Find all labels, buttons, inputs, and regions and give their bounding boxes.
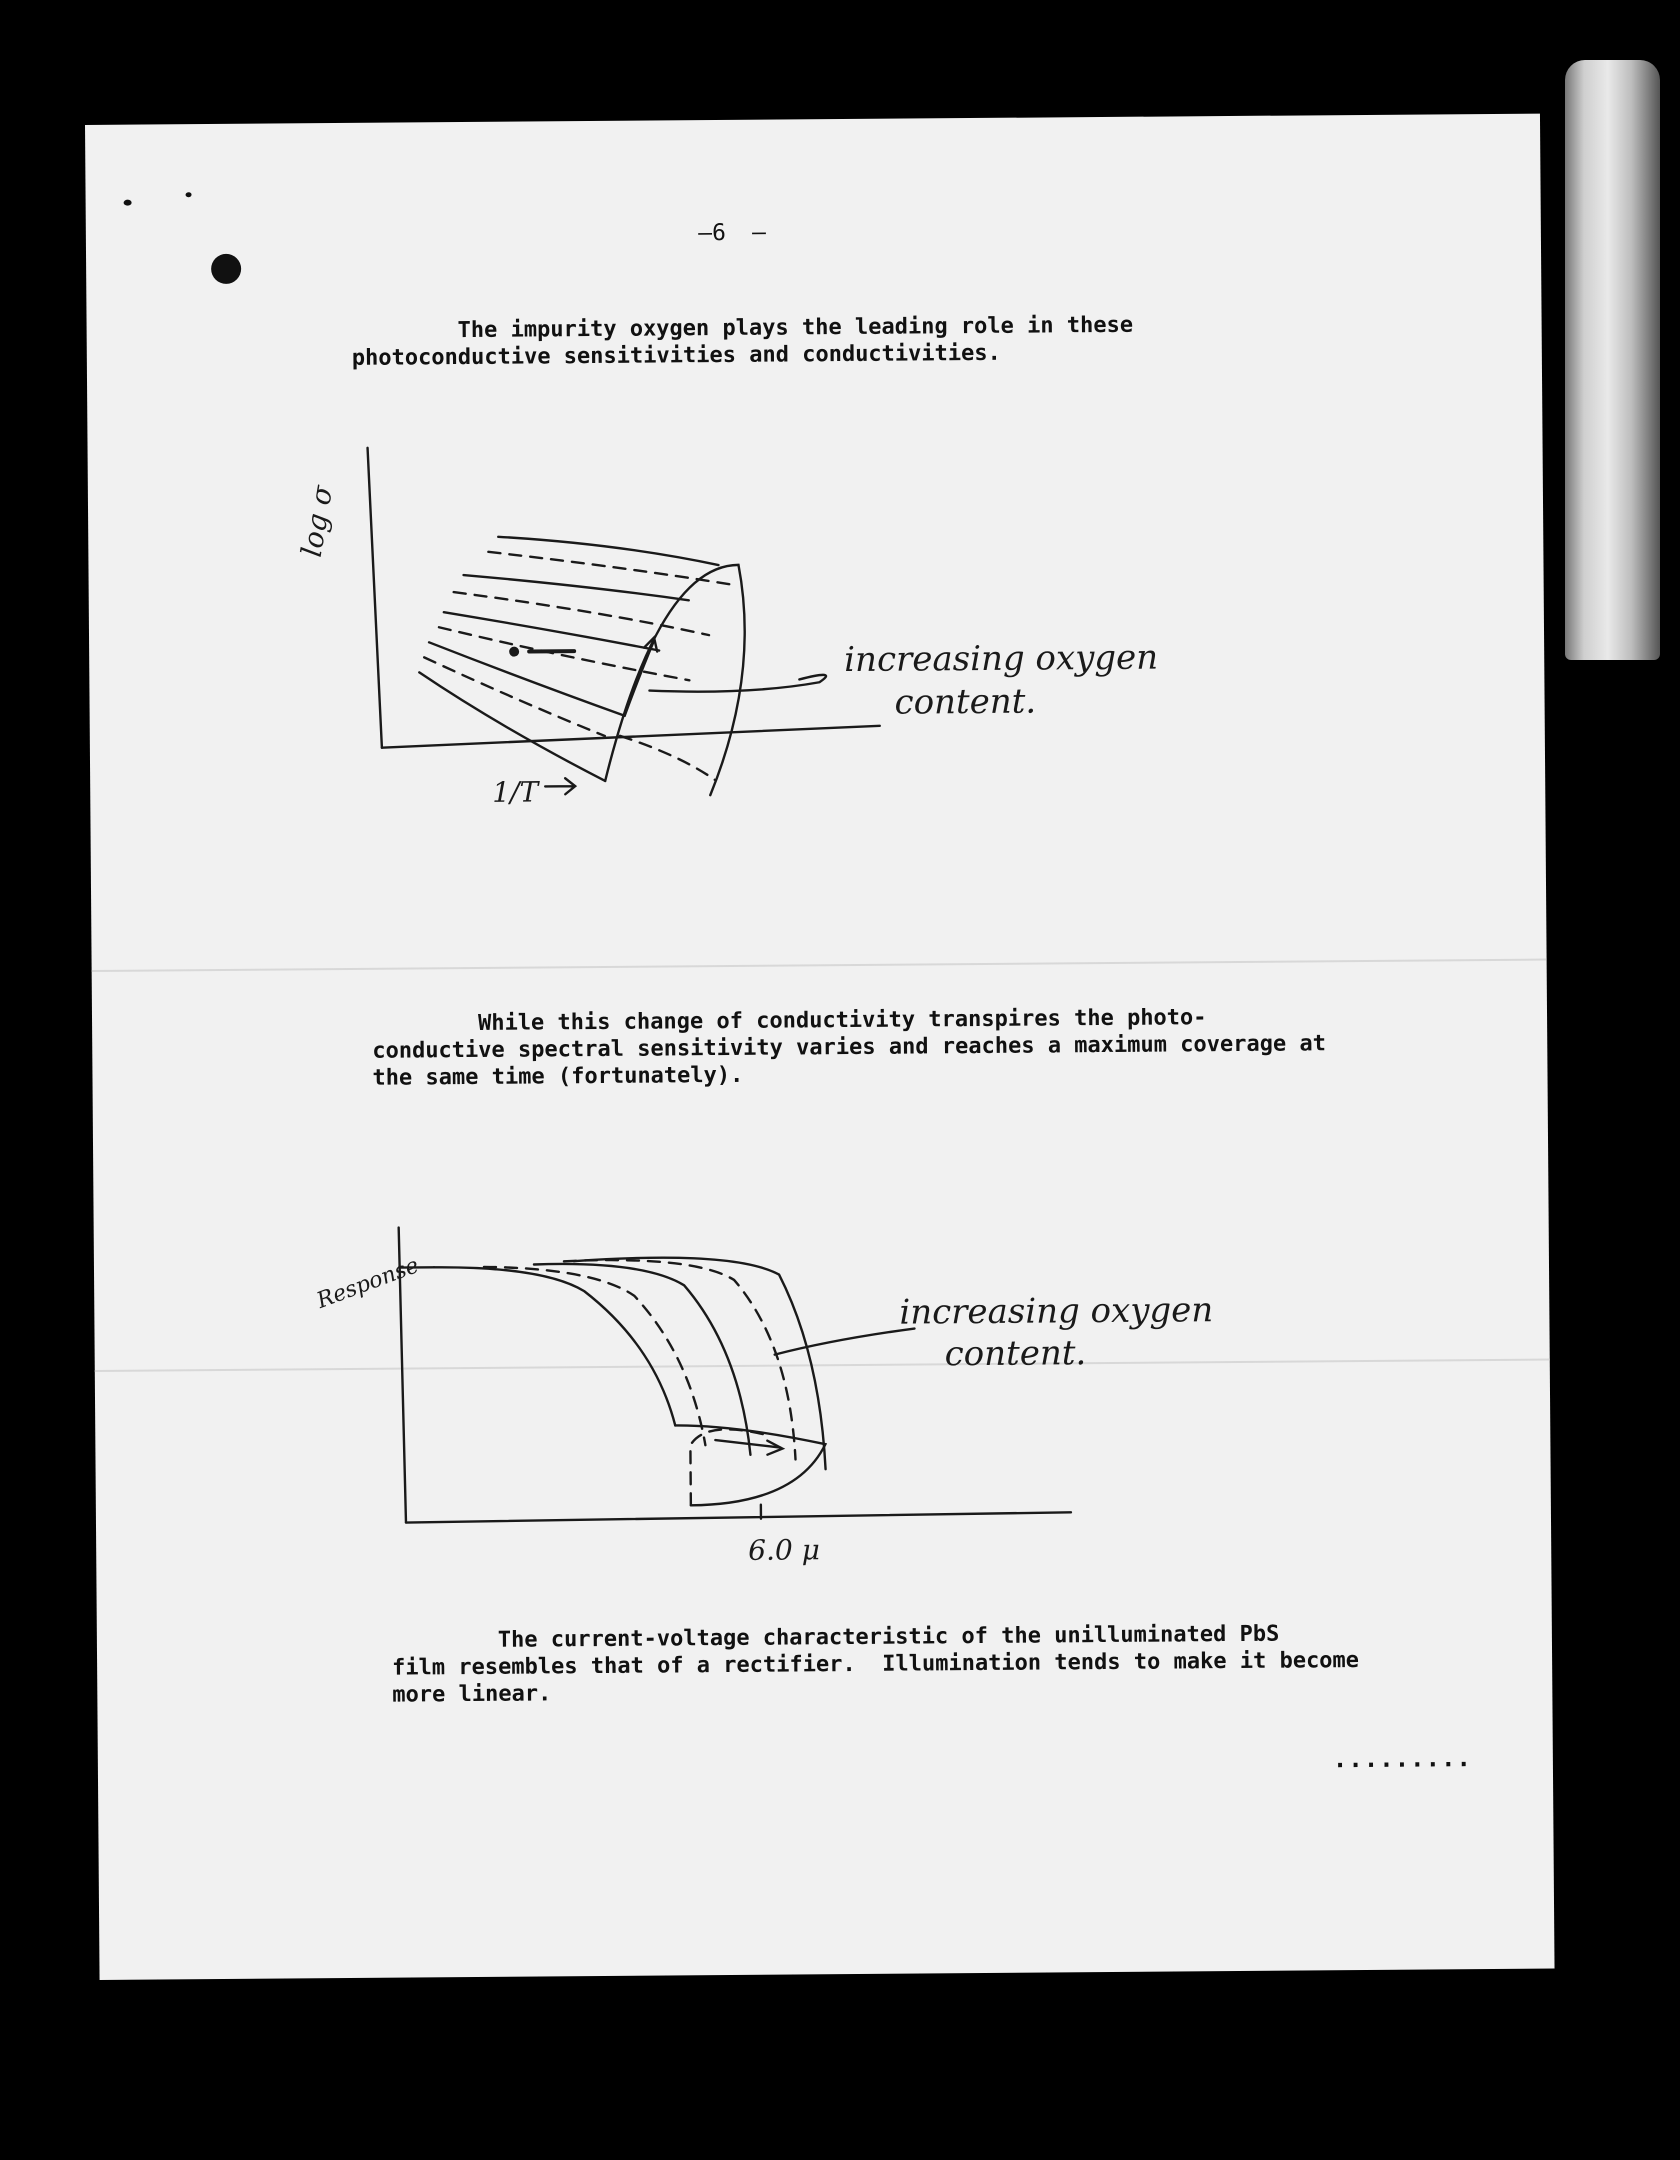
- ink-speck: [186, 192, 192, 197]
- data-dot: [509, 647, 519, 657]
- figure-conductivity-sketch: [227, 419, 1531, 949]
- envelope-arc-dashed: [620, 735, 715, 781]
- text-line: The current-voltage characteristic of the unilluminated PbS: [391, 1621, 1280, 1654]
- annotation-line2: content.: [944, 1333, 1087, 1375]
- arrow-oxygen: [624, 641, 655, 716]
- curve-solid: [434, 1265, 675, 1427]
- text-line: film resembles that of a rectifier. Illumination tends to make it become: [392, 1648, 1360, 1681]
- curve-solid: [444, 611, 659, 653]
- fold-line: [92, 959, 1547, 972]
- text-line: the same time (fortunately).: [372, 1062, 744, 1091]
- curve-solid: [429, 641, 625, 718]
- ink-speck: [124, 200, 132, 206]
- curve-dashed: [564, 1259, 796, 1462]
- x-direction-arrow: [545, 778, 575, 794]
- annotation-line1: increasing oxygen: [899, 1290, 1214, 1333]
- curve-dashed: [424, 656, 605, 737]
- text-line: photoconductive sensitivities and conductivities.: [351, 340, 1001, 371]
- ink-blot: [211, 254, 241, 284]
- y-axis-label: log σ: [294, 483, 340, 560]
- curve-solid: [498, 535, 718, 567]
- x-axis-label: 1/T: [492, 775, 539, 809]
- paragraph-current-voltage: [392, 1620, 1360, 1709]
- end-of-section-mark: .........: [1332, 1744, 1473, 1774]
- x-axis: [382, 726, 880, 748]
- paragraph-spectral-sensitivity: [372, 1003, 1326, 1091]
- text-line: conductive spectral sensitivity varies and reaches a maximum coverage at: [372, 1031, 1327, 1064]
- curve-solid: [574, 1256, 826, 1471]
- x-axis: [406, 1512, 1071, 1522]
- annotation-line2: content.: [894, 681, 1037, 723]
- x-tick-label: 6.0 μ: [748, 1533, 820, 1567]
- document-page: [85, 114, 1555, 1980]
- curve-dashed: [484, 1265, 705, 1447]
- film-edge-strip: [1565, 60, 1660, 660]
- text-line: The impurity oxygen plays the leading role in these: [351, 312, 1134, 344]
- text-line: more linear.: [392, 1681, 552, 1708]
- y-axis-label: Response: [313, 1253, 423, 1314]
- page-number: –6 –: [698, 219, 766, 247]
- leader-line: [774, 1329, 914, 1355]
- paragraph-oxygen-role: [352, 312, 1134, 372]
- figure-response-sketch: [234, 1199, 1537, 1639]
- y-axis: [368, 448, 382, 748]
- annotation-line1: increasing oxygen: [844, 637, 1159, 681]
- curve-solid: [419, 671, 605, 782]
- text-line: While this change of conductivity transpires the photo-: [371, 1005, 1207, 1037]
